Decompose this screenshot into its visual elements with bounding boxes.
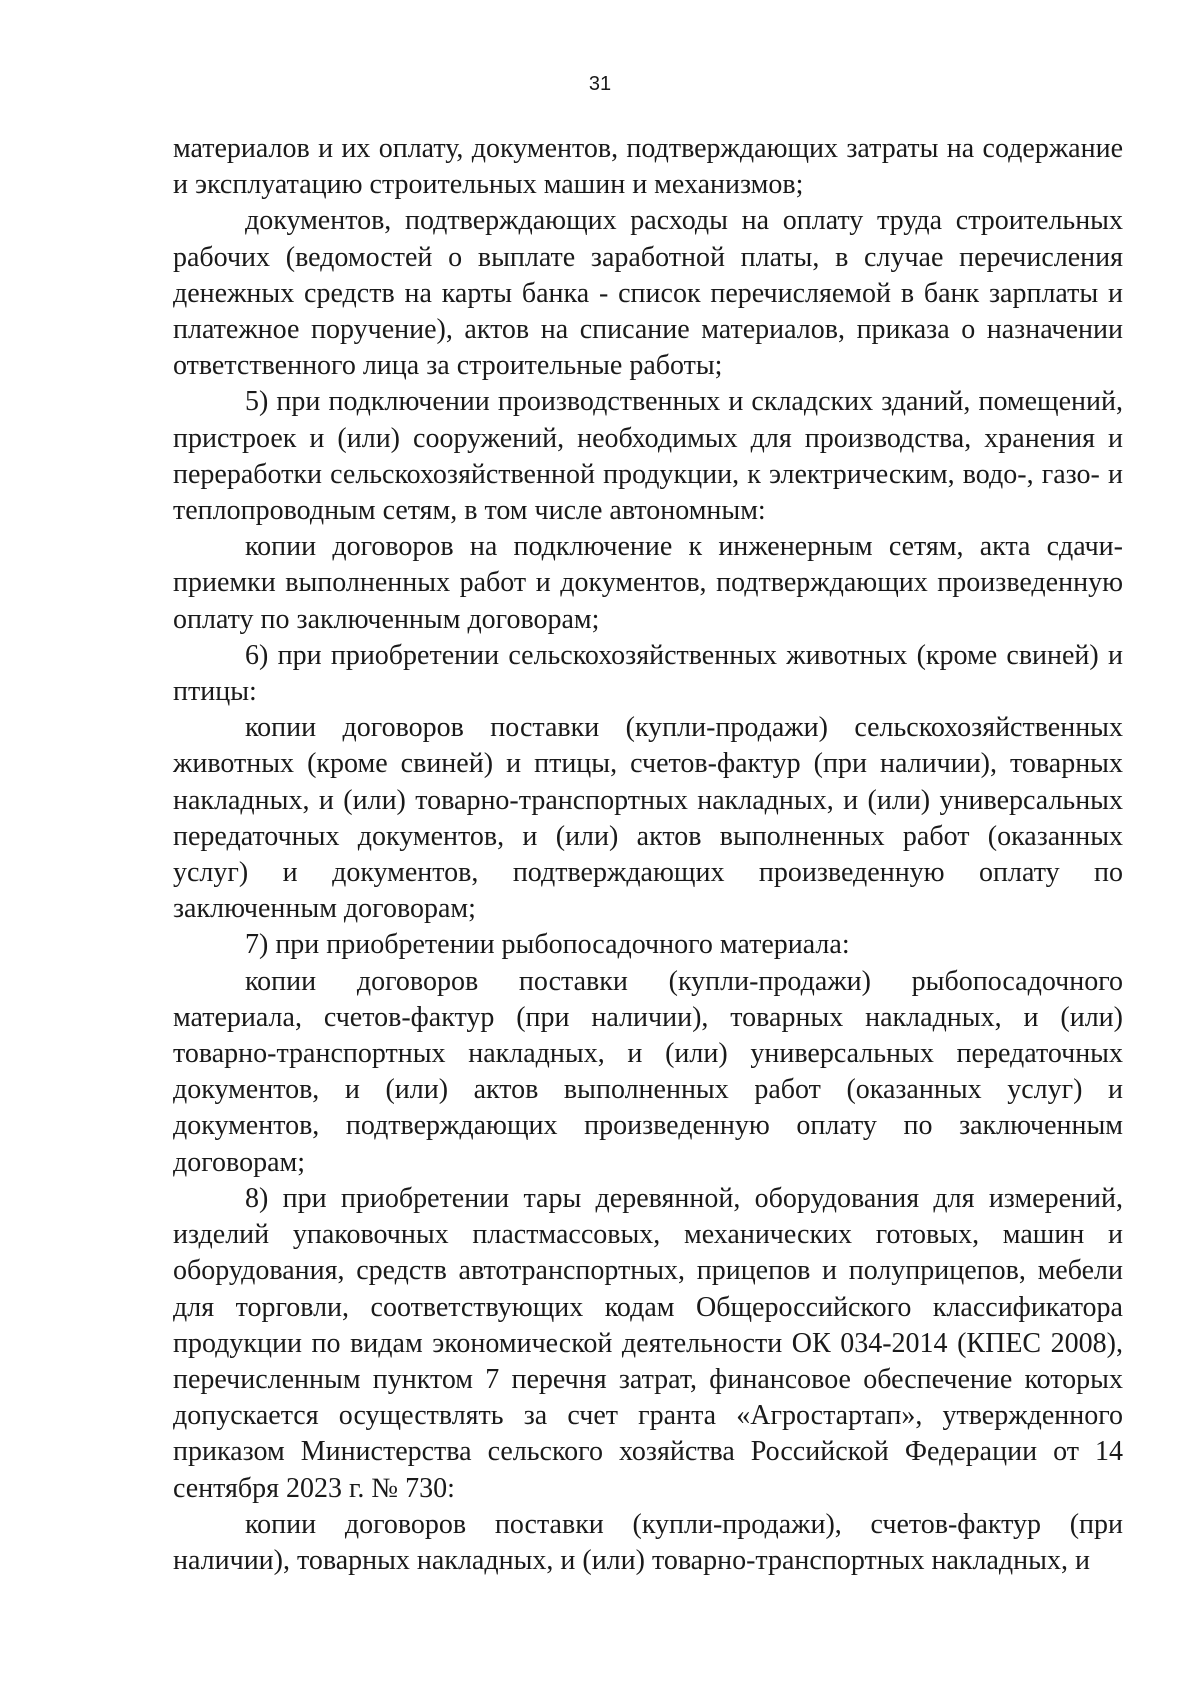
page-number: 31: [588, 73, 612, 95]
paragraph-labor-documents: документов, подтверждающих расходы на оплату труда строительных рабочих (ведомостей о выплате заработной платы, в случае перечисления денежных средств на карты банка - список перечисляемой в банк зарплаты и платежное поручение), актов на списание материалов, приказа о назначении ответственного лица за строительные работы;: [173, 205, 1123, 382]
paragraph-item-6: 6) при приобретении сельскохозяйственных животных (кроме свиней) и птицы:: [173, 639, 1123, 708]
paragraph-item-5: 5) при подключении производственных и складских зданий, помещений, пристроек и (или) сооружений, необходимых для производства, хранения и переработки сельскохозяйственной продукции, к электрическим, водо-, газо- и теплопроводным сетям, в том числе автономным:: [173, 386, 1123, 527]
paragraph-item-6-documents: копии договоров поставки (купли-продажи) сельскохозяйственных животных (кроме свиней) и птицы, счетов-фактур (при наличии), товарных накладных, и (или) товарно-транспортных накладных, и (или) универсальных передаточных документов, и (или) актов выполненных работ (оказанных услуг) и документов, подтверждающих произведенную оплату по заключенным договорам;: [173, 712, 1123, 925]
document-body: [173, 131, 1123, 1579]
paragraph-item-8: 8) при приобретении тары деревянной, оборудования для измерений, изделий упаковочных пластмассовых, механических готовых, машин и оборудования, средств автотранспортных, прицепов и полуприцепов, мебели для торговли, соответствующих кодам Общероссийского классификатора продукции по видам экономической деятельности ОК 034-2014 (КПЕС 2008), перечисленным пунктом 7 перечня затрат, финансовое обеспечение которых допускается осуществлять за счет гранта «Агростартап», утвержденного приказом Министерства сельского хозяйства Российской Федерации от 14 сентября 2023 г. № 730:: [173, 1182, 1123, 1504]
paragraph-item-7: 7) при приобретении рыбопосадочного материала:: [245, 929, 850, 961]
paragraph-continued: материалов и их оплату, документов, подтверждающих затраты на содержание и эксплуатацию строительных машин и механизмов;: [173, 133, 1123, 201]
paragraph-item-8-documents: копии договоров поставки (купли-продажи), счетов-фактур (при наличии), товарных накладных, и (или) товарно-транспортных накладных, и: [173, 1508, 1123, 1576]
paragraph-item-7-documents: копии договоров поставки (купли-продажи) рыбопосадочного материала, счетов-фактур (при наличии), товарных накладных, и (или) товарно-транспортных накладных, и (или) универсальных передаточных документов, и (или) актов выполненных работ (оказанных услуг) и документов, подтверждающих произведенную оплату по заключенным договорам;: [173, 965, 1123, 1178]
paragraph-item-5-documents: копии договоров на подключение к инженерным сетям, акта сдачи-приемки выполненных работ и документов, подтверждающих произведенную оплату по заключенным договорам;: [173, 531, 1123, 635]
